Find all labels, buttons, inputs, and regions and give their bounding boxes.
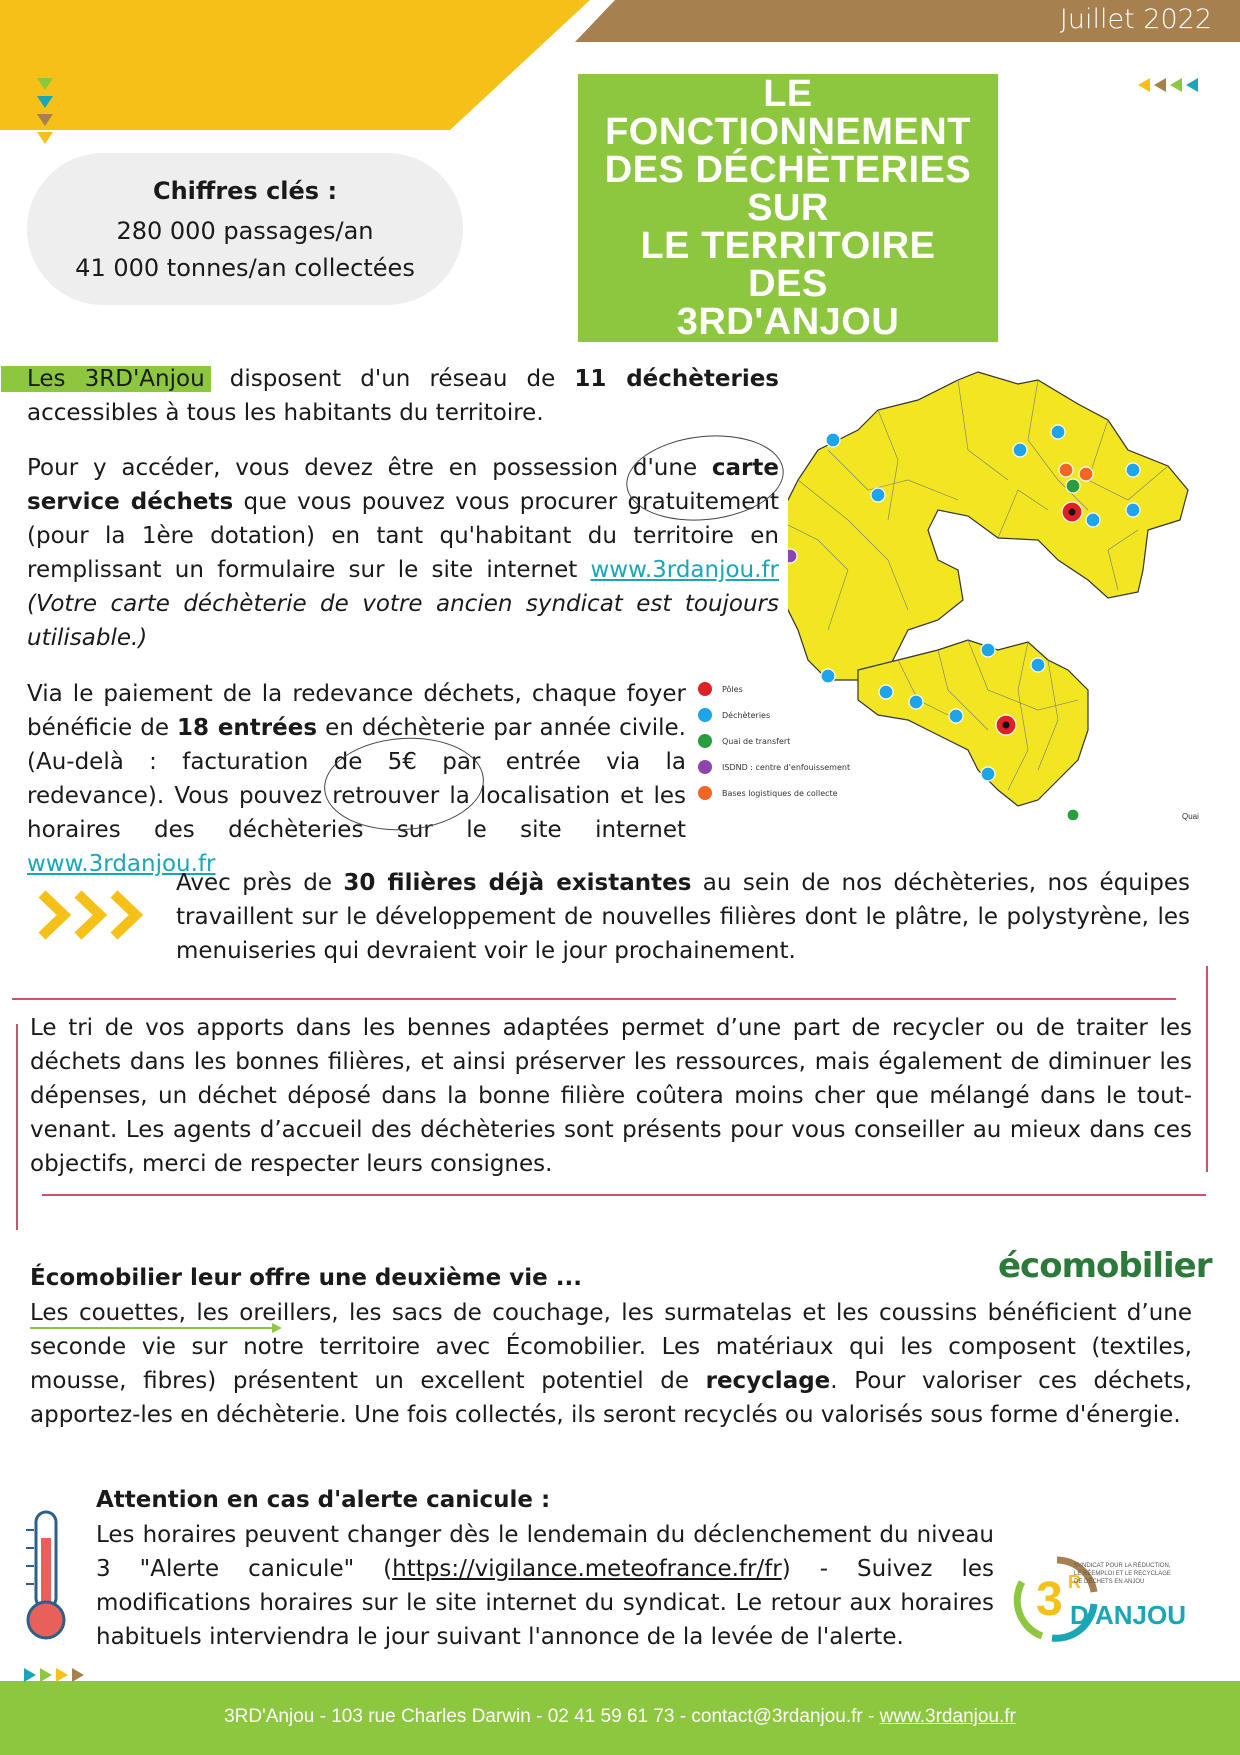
tri-paragraph: Le tri de vos apports dans les bennes adaptées permet d’une part de recycler ou de traiter les déchets dans les bonnes filières, et ainsi préserver les ressources, mais également de diminuer les dépenses, un déchet déposé dans la bonne filière coûtera moins cher que mélangé dans le tout-venant. Les agents d’accueil des déchèteries sont présents pour vous conseiller au mieux dans ces objectifs, merci de respecter leurs consignes. — [30, 1015, 1192, 1177]
territory-map — [788, 370, 1218, 820]
legend-item: Déchèteries — [698, 702, 850, 728]
legend-item: ISDND : centre d'enfouissement — [698, 754, 850, 780]
map-quai-label: Quai — [1182, 812, 1199, 821]
divider-right — [1206, 966, 1208, 1172]
intro-paragraph-1: Les 3RD'Anjou disposent d'un réseau de 11 déchèteries accessibles à tous les habitants du territoire. — [27, 362, 779, 430]
ecomobilier-title: Écomobilier leur offre une deuxième vie ... — [30, 1265, 582, 1291]
legend-dot-icon — [698, 682, 712, 696]
chevrons-icon — [38, 888, 156, 942]
title-box — [578, 74, 998, 342]
canicule-title: Attention en cas d'alerte canicule : — [96, 1487, 551, 1513]
intro-paragraph-2: Pour y accéder, vous devez être en possession d'une carte service déchets que vous pouvez vous procurer gratuitement (pour la 1ère dotation) en tant qu'habitant du territoire en remplissant un formulaire sur le site internet www.3rdanjou.fr (Votre carte déchèterie de votre ancien syndicat est toujours utilisable.) — [27, 455, 780, 651]
legend-dot-icon — [698, 734, 712, 748]
key-figure-passages: 280 000 passages/an — [116, 217, 374, 245]
page-title: LE FONCTIONNEMENT DES DÉCHÈTERIES SUR LE TERRITOIRE DES 3RD'ANJOU — [604, 73, 972, 343]
map-legend — [698, 676, 850, 806]
logo-mark: 3 — [1036, 1573, 1063, 1626]
footer-triangles-icon — [22, 1666, 98, 1684]
issue-date: Juillet 2022 — [1059, 4, 1212, 35]
card-note: (Votre carte déchèterie de votre ancien syndicat est toujours utilisable.) — [27, 591, 779, 651]
header-yellow-banner — [0, 0, 590, 130]
ecomobilier-logo: écomobilier — [998, 1246, 1212, 1286]
key-figure-tonnes: 41 000 tonnes/an collectées — [75, 254, 415, 282]
intro-paragraph-3: Via le paiement de la redevance déchets, chaque foyer bénéficie de 18 entrées en déchèterie par année civile. (Au-delà : facturation de 5€ par entrée via la redevance). Vous pouvez retrouver la localisation et les horaires des déchèteries sur le site internet www.3rdanjou.fr — [27, 681, 686, 877]
divider-top — [12, 998, 1176, 1000]
org-highlight: Les 3RD'Anjou — [1, 366, 211, 392]
footer-contact: 3RD'Anjou - 103 rue Charles Darwin - 02 41 59 61 73 - contact@3rdanjou.fr - www.3rdanjou.fr — [224, 1706, 1016, 1727]
legend-item: Quai de transfert — [698, 728, 850, 754]
logo-tagline: SYNDICAT POUR LA RÉDUCTION, LE RÉEMPLOI ET LE RECYCLAGE DE DÉCHETS EN ANJOU — [1074, 1563, 1171, 1585]
legend-dot-icon — [698, 708, 712, 722]
footer-website-link[interactable]: www.3rdanjou.fr — [879, 1706, 1016, 1727]
logo-mark-sup: R — [1068, 1572, 1081, 1592]
website-link-2[interactable]: www.3rdanjou.fr — [27, 851, 216, 877]
logo-name: D'ANJOU — [1070, 1600, 1186, 1630]
legend-dot-icon — [698, 760, 712, 774]
thermometer-icon — [24, 1508, 68, 1642]
ecomobilier-paragraph: Les couettes, les oreillers, les sacs de couchage, les surmatelas et les coussins bénéficient d’une seconde vie sur notre territoire avec Écomobilier. Les matériaux qui les composent (textiles, mousse, fibres) présentent un excellent potentiel de recyclage. Pour valoriser ces déchets, apportez-les en déchèterie. Une fois collectés, ils seront recyclés ou valorisés sous forme d'énergie. — [30, 1300, 1192, 1428]
key-figures-title: Chiffres clés : — [152, 177, 338, 205]
map-left-edge — [760, 370, 800, 710]
3rdanjou-logo — [1012, 1548, 1187, 1658]
divider-left — [16, 1024, 18, 1230]
legend-dot-icon — [698, 786, 712, 800]
legend-item: Bases logistiques de collecte — [698, 780, 850, 806]
divider-bottom — [42, 1194, 1206, 1196]
arrow-triangles-icon — [1136, 76, 1212, 96]
meteofrance-link[interactable]: https://vigilance.meteofrance.fr/fr — [392, 1556, 782, 1582]
filieres-paragraph: Avec près de 30 filières déjà existantes au sein de nos déchèteries, nos équipes travaillent sur le développement de nouvelles filières dont le plâtre, le polystyrène, les menuiseries qui devraient voir le jour prochainement. — [176, 870, 1190, 964]
legend-item: Pôles — [698, 676, 850, 702]
canicule-paragraph: Les horaires peuvent changer dès le lendemain du déclenchement du niveau 3 "Alerte canicule" (https://vigilance.meteofrance.fr/fr) - Suivez les modifications horaires sur le site internet du syndicat. Le retour aux horaires habituels interviendra le jour suivant l'annonce de la levée de l'alerte. — [96, 1522, 994, 1650]
key-figures-box — [27, 153, 463, 305]
triangle-arrows-icon — [34, 76, 56, 150]
website-link[interactable]: www.3rdanjou.fr — [590, 557, 779, 583]
